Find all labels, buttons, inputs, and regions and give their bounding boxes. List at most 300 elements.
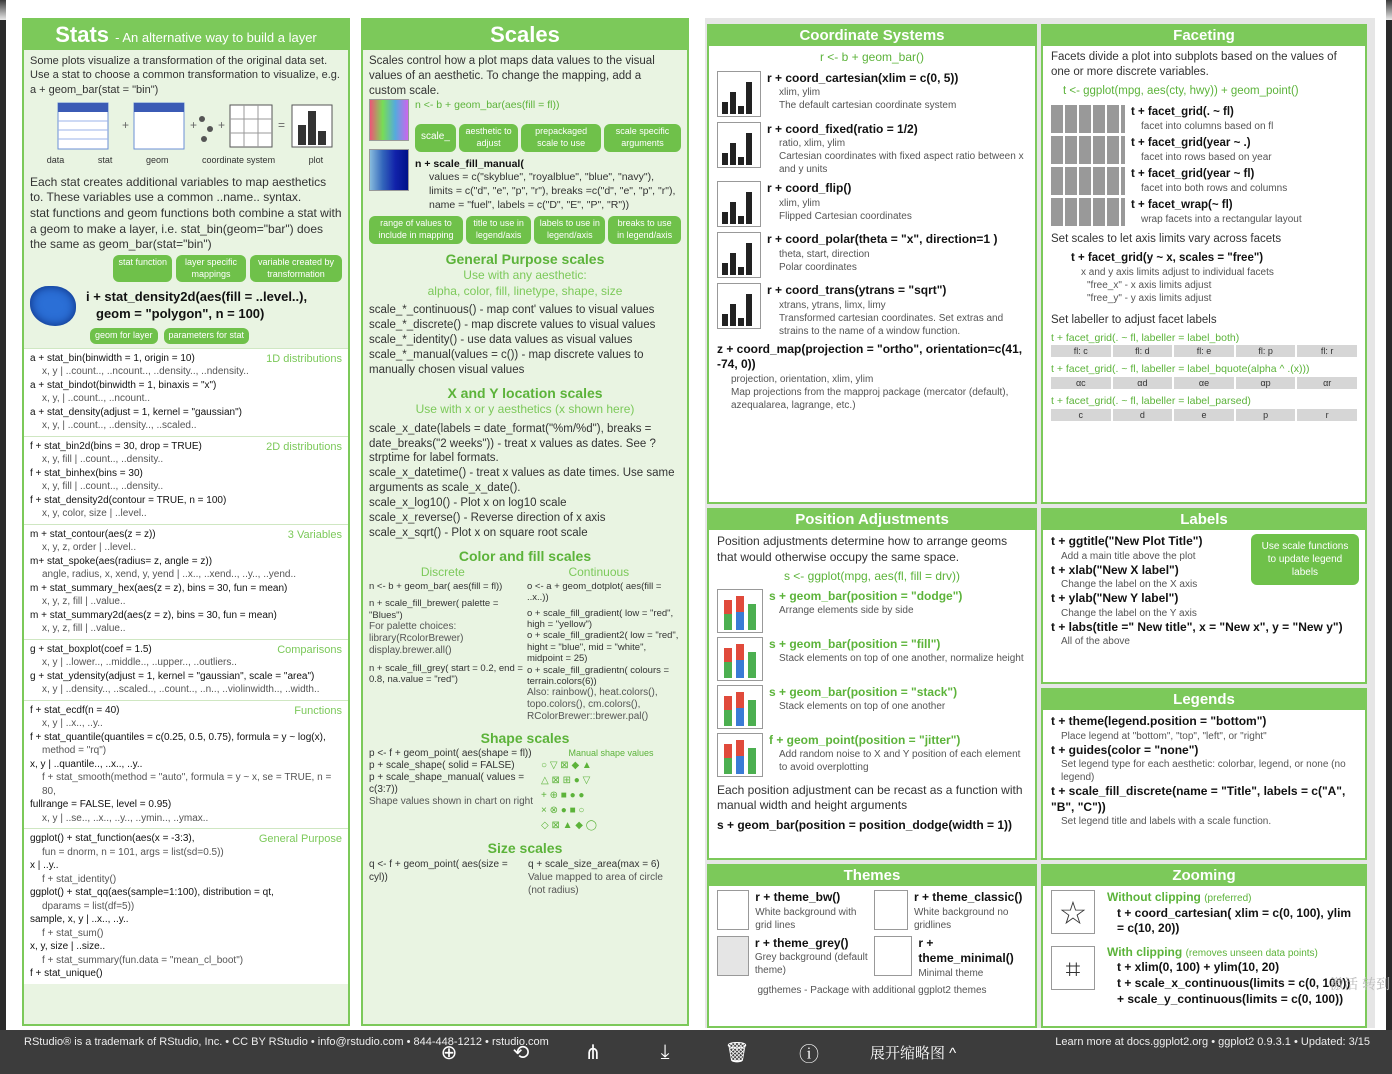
facet-labeller-intro: Set labeller to adjust facet labels (1051, 313, 1217, 326)
stat-line: x, y | ..lower.., ..middle.., ..upper.., ..outliers.. (42, 657, 237, 669)
stat-line: g + stat_ydensity(adjust = 1, kernel = "gaussian", scale = "area") (30, 670, 315, 682)
cf-right-2: o + scale_fill_gradient( low = "red", high = "yellow") (527, 607, 674, 631)
stat-line: x, y, color, size | ..level.. (42, 508, 147, 520)
gp-scales-title: General Purpose scales (445, 250, 605, 267)
stats-para2: stat functions and geom functions both combine a stat with a geom to make a layer, i.e. stat_bin(geom="bar") does the same as geom_bar(stat="bin") (30, 206, 342, 252)
labels-title: Labels (1180, 511, 1228, 528)
position-intro: Position adjustments determine how to arrange geoms that would otherwise occupy the same space. (717, 534, 1008, 564)
cf-continuous-label: Continuous (568, 565, 630, 580)
stat-line: fullrange = FALSE, level = 0.95) (30, 799, 172, 811)
facet-scales-code: t + facet_grid(y ~ x, scales = "free") (1071, 251, 1264, 264)
gp-scales-sub2: alpha, color, fill, linetype, shape, size (427, 283, 623, 298)
expand-thumbnails-button[interactable]: 展开缩略图 ^ (870, 1044, 957, 1062)
stat-line: x, y | ..density.., ..scaled.., ..count.., ..n.., ..violinwidth.., ..width.. (42, 684, 320, 696)
theme-text (918, 936, 1027, 980)
facet-scales-intro: Set scales to let axis limits vary across facets (1051, 232, 1282, 245)
stat-line: x, y, z, fill | ..value.. (42, 596, 126, 608)
stat-line: a + stat_bin(binwidth = 1, origin = 10) (30, 352, 195, 364)
stat-line: f + stat_unique() (30, 968, 103, 980)
rotate-icon[interactable]: ⟲ (512, 1041, 530, 1064)
stat-line: x, y, | ..count.., ..density.., ..scaled.. (42, 420, 197, 432)
svg-text:=: = (278, 117, 286, 132)
position-thumb (717, 589, 763, 633)
theme-text (755, 890, 870, 932)
labels-code: t + ggtitle("New Plot Title") (1051, 534, 1203, 548)
facet-strip: p (1236, 409, 1296, 421)
gp-item-4: scale_*_manual(values = c()) - map discrete values to manually chosen visual values (369, 348, 644, 376)
coord-desc: Transformed cartesian coordinates. Set extras and strains to the name of a window function. (779, 312, 1004, 337)
download-icon[interactable]: ⤓ (660, 1040, 670, 1063)
coord-item (717, 122, 1027, 177)
position-outro: Each position adjustment can be recast as a function with manual width and height arguments (717, 782, 1023, 813)
stat-line: ggplot() + stat_qq(aes(sample=1:100), distribution = qt, (30, 887, 274, 899)
facet-grid-icon (1051, 136, 1125, 164)
legends-items (1051, 714, 1357, 828)
stat-group (24, 348, 348, 436)
theme-item (717, 936, 870, 980)
stats-subtitle: - An alternative way to build a layer (115, 30, 317, 45)
shape-item-2: p + scale_shape( solid = FALSE) (369, 759, 515, 771)
watermark: 激活 转到 (1330, 976, 1390, 992)
stat-line: m + stat_summary_hex(aes(z = z), bins = 30, fun = mean) (30, 582, 288, 594)
stats-intro: Some plots visualize a transformation of the original data set. Use a stat to choose a common transformation to visualize, e.g. a + geom_bar(stat = "bin") (30, 55, 340, 96)
facet-text (1131, 105, 1273, 133)
stat-line: x, y, | ..count.., ..ncount.. (42, 393, 151, 405)
coord-base: r <- b + geom_bar() (819, 50, 925, 64)
coord-text (767, 71, 1027, 117)
coord-text (767, 283, 1027, 338)
theme-text (755, 936, 870, 980)
position-text (769, 589, 1027, 633)
pill-stat-function: stat function (113, 255, 172, 282)
manual-line4: name = "fuel", labels = c("D", "E", "P", "R")) (429, 198, 630, 211)
cf-left-4: n + scale_fill_grey( start = 0.2, end = 0.8, na.value = "red") (369, 663, 523, 686)
facet-strip: r (1297, 409, 1357, 421)
stats-para1: Each stat creates additional variables to map aesthetics to. These variables use a common ..name.. syntax. (30, 174, 327, 205)
shape-scales-title: Shape scales (480, 730, 570, 747)
position-thumb (717, 637, 763, 681)
svg-text:+: + (122, 117, 130, 132)
shape-item-1: p <- f + geom_point( aes(shape = fl)) (369, 747, 532, 759)
facet-strip: fl: e (1174, 345, 1234, 357)
zooming-title: Zooming (1172, 867, 1236, 884)
legends-code: t + guides(color = "none") (1051, 742, 1199, 757)
position-title: Position Adjustments (795, 511, 949, 528)
facet-strip: fl: c (1051, 345, 1111, 357)
zoom-in-icon[interactable]: ⊕ (440, 1041, 458, 1064)
coord-item (717, 181, 1027, 227)
xy-item-4: scale_x_reverse() - Reverse direction of x axis (369, 512, 606, 525)
zoom-without: Without clipping (1107, 890, 1201, 904)
legends-panel (1041, 688, 1367, 860)
pill-prepackaged: prepackaged scale to use (521, 124, 601, 151)
position-code: s + geom_bar(position = "stack") (769, 684, 958, 699)
stat-line: x, y, fill | ..count.., ..density.. (42, 454, 164, 466)
facet-strip: αp (1236, 377, 1296, 389)
cf-right-1: o <- a + geom_dotplot( aes(fill = ..x..)) (527, 580, 662, 604)
theme-desc: Minimal theme (918, 967, 984, 979)
coord-thumb (717, 71, 761, 117)
position-header (709, 510, 1035, 530)
coord-map (717, 342, 1027, 412)
stat-line: f + stat_bin2d(bins = 30, drop = TRUE) (30, 440, 202, 452)
stats-header (24, 20, 348, 50)
facet-code: t + facet_wrap(~ fl) (1131, 198, 1233, 211)
themes-items (717, 890, 1027, 980)
position-items (717, 589, 1027, 777)
position-text (769, 733, 1027, 777)
coord-item (717, 71, 1027, 117)
xy-item-1: scale_x_date(labels = date_format("%m/%d"), breaks = date_breaks("2 weeks")) - treat x values as dates. See ?strptime for label formats. (369, 422, 656, 465)
theme-desc: White background no gridlines (913, 906, 1009, 931)
coord-header (709, 26, 1035, 46)
labels-header (1043, 510, 1365, 530)
stat-line: a + stat_density(adjust = 1, kernel = "gaussian") (30, 406, 242, 418)
position-desc: Add random noise to X and Y position of each element to avoid overplotting (779, 749, 1021, 774)
theme-thumb (874, 936, 912, 976)
cf-discrete-label: Discrete (420, 565, 465, 580)
stat-line: x, y, z, order | ..level.. (42, 542, 137, 554)
theme-code: r + theme_bw() (755, 890, 841, 904)
facet-title: Faceting (1173, 27, 1235, 44)
zoom-with-note: (removes unseen data points) (1185, 947, 1318, 959)
theme-code: r + theme_minimal() (918, 935, 1014, 966)
pill-variable-created: variable created by transformation (250, 255, 342, 282)
stat-line: f + stat_ecdf(n = 40) (30, 704, 120, 716)
scales-title: Scales (490, 22, 560, 47)
position-thumb (717, 685, 763, 729)
coord-desc: The default cartesian coordinate system (779, 100, 957, 112)
facet-scales-desc: x and y axis limits adjust to individual facets (1081, 266, 1274, 278)
delete-icon[interactable]: 🗑 (724, 1041, 750, 1064)
coord-map-code: z + coord_map(projection = "ortho", orientation=c(41, -74, 0)) (717, 341, 1023, 372)
cf-left-1: n <- b + geom_bar( aes(fill = fl)) (369, 580, 503, 592)
facet-strip: αr (1297, 377, 1357, 389)
facet-lab1: t + facet_grid(. ~ fl, labeller = label_both) (1051, 331, 1240, 344)
facet-header (1043, 26, 1365, 46)
labels-code: t + ylab("New Y label") (1051, 591, 1179, 606)
facet-code: t + facet_grid(year ~ .) (1131, 136, 1251, 149)
coord-args: xlim, ylim (779, 87, 821, 99)
density-blob-icon (30, 286, 76, 326)
facet-strip: fl: r (1297, 345, 1357, 357)
facet-free-x: "free_x" - x axis limits adjust (1087, 279, 1212, 291)
position-code: s + geom_bar(position = "fill") (769, 636, 941, 651)
labels-desc: Change the label on the X axis (1061, 579, 1198, 591)
cf-right-5: Also: rainbow(), heat.colors(), topo.colors(), cm.colors(), RColorBrewer::brewer.pal() (527, 687, 658, 723)
coord-code: r + coord_cartesian(xlim = c(0, 5)) (767, 70, 959, 85)
facet-strip: αd (1113, 377, 1173, 389)
cf-scales-title: Color and fill scales (458, 548, 592, 565)
coord-thumb (717, 283, 761, 329)
facet-lab3: t + facet_grid(. ~ fl, labeller = label_parsed) (1051, 394, 1251, 407)
size-item-1: q <- f + geom_point( aes(size = cyl)) (369, 858, 508, 883)
themes-panel (707, 864, 1037, 1028)
facet-text (1131, 198, 1302, 226)
pill-aesthetic: aesthetic to adjust (459, 124, 518, 151)
xy-scales-sub: Use with x or y aesthetics (x shown here) (415, 402, 635, 417)
theme-item (717, 890, 870, 932)
themes-footer: ggthemes - Package with additional ggplot2 themes (757, 984, 987, 996)
stat-line: f + stat_smooth(method = "auto", formula = y ~ x, se = TRUE, n = 80, (42, 772, 332, 797)
coord-thumb (717, 232, 761, 278)
diagram-label-geom: geom (145, 154, 169, 165)
labels-callout: Use scale functions to update legend labels (1251, 534, 1359, 585)
xy-item-2: scale_x_datetime() - treat x values as date times. Use same arguments as scale_x_date(). (369, 467, 675, 495)
legends-desc: Set legend title and labels with a scale function. (1061, 816, 1272, 828)
stats-title: Stats (55, 22, 110, 47)
pill-scale: scale_ (415, 124, 456, 151)
pill-parameters: parameters for stat (164, 328, 250, 344)
coord-item (717, 283, 1027, 338)
coord-args: theta, start, direction (779, 248, 870, 260)
facet-strip: fl: p (1236, 345, 1296, 357)
coord-text (767, 181, 1027, 227)
info-icon[interactable]: ⓘ (799, 1043, 819, 1066)
gp-scales-sub: Use with any aesthetic: (463, 267, 587, 282)
size-scales-title: Size scales (487, 840, 563, 857)
stat-line: x, y | ..quantile.., ..x.., ..y.. (30, 758, 143, 770)
lab2-strips (1051, 377, 1357, 389)
facet-strip: fl: d (1113, 345, 1173, 357)
stat-line: g + stat_boxplot(coef = 1.5) (30, 643, 152, 655)
stat-line: f + stat_quantile(quantiles = c(0.25, 0.5, 0.75), formula = y ~ log(x), (30, 731, 326, 743)
zooming-panel (1041, 864, 1367, 1028)
coord-desc: Polar coordinates (779, 261, 857, 273)
zoom-without-note: (preferred) (1204, 893, 1252, 904)
facet-grid-icon (1051, 198, 1125, 226)
coord-items (717, 71, 1027, 338)
stat-line: f + stat_identity() (42, 873, 117, 885)
shape-grid: ○ ▽ ⊠ ◆ ▲ △ ⊠ ⊞ ● ▽ + ⊕ ■ ● ● × ⊗ ● ■ ○ ◇ ⊠ ▲ ◆ ◯ (541, 760, 597, 832)
coord-title: Coordinate Systems (799, 27, 945, 44)
stat-line: fun = dnorm, n = 101, args = list(sd=0.5)) (42, 846, 224, 858)
facet-item (1051, 198, 1357, 226)
coord-args: xlim, ylim (779, 197, 821, 209)
zoom-with-code1: t + xlim(0, 100) + ylim(10, 20) (1117, 960, 1280, 975)
facet-text (1131, 136, 1272, 164)
coord-thumb (717, 122, 761, 168)
xy-item-5: scale_x_sqrt() - Plot x on square root scale (369, 527, 588, 540)
legends-desc: Place legend at "bottom", "top", "left", or "right" (1061, 730, 1267, 742)
facet-item (1051, 136, 1357, 164)
theme-text (914, 890, 1027, 932)
facet-text (1131, 167, 1287, 195)
facet-free-y: "free_y" - y axis limits adjust (1087, 292, 1212, 304)
position-code: f + geom_point(position = "jitter") (769, 732, 961, 747)
labels-desc: All of the above (1061, 636, 1130, 648)
stat-group-category: Comparisons (277, 643, 342, 656)
facet-desc: facet into columns based on fl (1141, 120, 1274, 132)
cf-right-4: o + scale_fill_gradientn( colours = terrain.colors(6)) (527, 664, 670, 688)
themes-title: Themes (843, 867, 901, 884)
zoom-with-code2: t + scale_x_continuous(limits = c(0, 100)) + scale_y_continuous(limits = c(0, 100)) (1117, 975, 1351, 1006)
xy-scales-title: X and Y location scales (447, 384, 603, 401)
star-plot-icon: ☆ (1051, 890, 1095, 934)
stat-line: f + stat_binhex(bins = 30) (30, 467, 143, 479)
stat-line: sample, x, y | ..x.., ..y.. (30, 914, 129, 926)
position-code: s + geom_bar(position = "dodge") (769, 588, 963, 603)
scales-code1: n <- b + geom_bar(aes(fill = fl)) (415, 98, 560, 111)
stat-line: f + stat_density2d(contour = TRUE, n = 100) (30, 494, 227, 506)
stat-line: f + stat_summary(fun.data = "mean_cl_boot") (42, 954, 244, 966)
viewer-toolbar (420, 1030, 956, 1074)
coord-panel (707, 24, 1037, 504)
xy-item-3: scale_x_log10() - Plot x on log10 scale (369, 497, 567, 510)
stat-group (24, 700, 348, 829)
manual-line1: n + scale_fill_manual( (415, 157, 524, 170)
legends-header (1043, 690, 1365, 710)
viewer-footer (0, 1030, 1392, 1074)
facet-desc: facet into both rows and columns (1141, 182, 1288, 194)
facet-strip: d (1113, 409, 1173, 421)
scales-intro: Scales control how a plot maps data values to the visual values of an aesthetic. To change the mapping, add a custom scale. (369, 55, 655, 97)
pill-labels: labels to use in legend/axis (534, 216, 605, 243)
footer-learn: Learn more at docs.ggplot2.org • ggplot2 0.9.3.1 • Updated: 3/15 (1055, 1036, 1370, 1048)
coord-desc: Flipped Cartesian coordinates (779, 210, 912, 222)
coord-map-desc: Map projections from the mapproj package (mercator (default), azequalarea, lagrange, etc.) (731, 386, 1009, 411)
stat-group (24, 639, 348, 700)
size-item-2: q + scale_size_area(max = 6) (528, 858, 660, 870)
position-desc: Arrange elements side by side (779, 605, 914, 617)
clipped-plot-icon: ⌗ (1051, 946, 1095, 990)
zooming-header (1043, 866, 1365, 886)
scale-thumb-2 (369, 149, 409, 191)
zoom-without-code: t + coord_cartesian( xlim = c(0, 100), ylim = c(10, 20)) (1117, 905, 1352, 936)
position-outro-code: s + geom_bar(position = position_dodge(width = 1)) (717, 817, 1013, 832)
stat-line: m+ stat_spoke(aes(radius= z, angle = z)) (30, 555, 213, 567)
theme-thumb (717, 936, 749, 976)
coord-text (767, 122, 1027, 177)
facet-strip: c (1051, 409, 1111, 421)
cf-left-2: n + scale_fill_brewer( palette = "Blues") (369, 598, 499, 621)
position-desc: Stack elements on top of one another, normalize height (779, 653, 1024, 665)
manual-line3: limits = c("d", "e", "p", "r"), breaks =c("d", "e", "p", "r"), (429, 185, 676, 198)
legends-code: t + theme(legend.position = "bottom") (1051, 714, 1267, 728)
stat-groups (24, 348, 348, 984)
facet-grid-icon (1051, 167, 1125, 195)
stat-line: x | ..y.. (30, 860, 59, 872)
pill-title: title to use in legend/axis (466, 216, 531, 243)
coord-args: ratio, xlim, ylim (779, 138, 846, 150)
coord-code: r + coord_fixed(ratio = 1/2) (767, 121, 918, 136)
stat-line: x, y, size | ..size.. (30, 941, 106, 953)
stat-group (24, 828, 348, 984)
facet-code: t + facet_grid(. ~ fl) (1131, 105, 1234, 118)
facet-strip: αc (1051, 377, 1111, 389)
coord-code: r + coord_trans(ytrans = "sqrt") (767, 283, 947, 298)
facet-base: t <- ggplot(mpg, aes(cty, hwy)) + geom_point() (1063, 84, 1299, 97)
legends-code: t + scale_fill_discrete(name = "Title", labels = c("A", "B", "C")) (1051, 784, 1346, 814)
stat-line: m + stat_summary2d(aes(z = z), bins = 30, fun = mean) (30, 609, 277, 621)
position-item (717, 733, 1027, 777)
labels-desc: Add a main title above the plot (1061, 550, 1196, 562)
stat-group (24, 524, 348, 639)
stat-line: x, y, z, fill | ..value.. (42, 623, 126, 635)
stats-example-line1: i + stat_density2d(aes(fill = ..level..), (86, 289, 308, 305)
scales-header (363, 20, 687, 50)
facet-code: t + facet_grid(year ~ fl) (1131, 167, 1255, 180)
pill-breaks: breaks to use in legend/axis (608, 216, 681, 243)
pill-layer-mappings: layer specific mappings (176, 255, 246, 282)
coord-map-args: projection, orientation, xlim, ylim (731, 373, 874, 385)
legends-desc: Set legend type for each aesthetic: colorbar, legend, or none (no legend) (1061, 759, 1346, 784)
cheatsheet-image (6, 0, 1386, 1030)
shape-item-3: p + scale_shape_manual( values = c(3:7)) (369, 771, 525, 795)
theme-code: r + theme_grey() (754, 935, 849, 950)
gp-item-2: scale_*_discrete() - map discrete values to visual values (369, 319, 656, 332)
stat-group-category: 2D distributions (266, 440, 342, 453)
pill-scale-args: scale specific arguments (604, 124, 681, 151)
labels-panel (1041, 508, 1367, 684)
position-base: s <- ggplot(mpg, aes(fl, fill = drv)) (783, 569, 961, 584)
facet-item (1051, 105, 1357, 133)
position-item (717, 685, 1027, 729)
labels-desc: Change the label on the Y axis (1061, 607, 1197, 619)
stats-example-line2: geom = "polygon", n = 100) (96, 306, 265, 322)
pill-geom-layer: geom for layer (90, 328, 158, 344)
coord-code: r + coord_polar(theta = "x", direction=1 ) (767, 232, 998, 247)
coord-text (767, 232, 1027, 278)
scales-column (361, 18, 689, 1026)
coord-item (717, 232, 1027, 278)
gp-item-1: scale_*_continuous() - map cont' values to visual values (369, 304, 655, 317)
theme-item (874, 936, 1027, 980)
cf-right-3: o + scale_fill_gradient2( low = "red", hight = "blue", mid = "white", midpoint = 25) (527, 630, 679, 665)
share-icon[interactable]: ⋔ (584, 1041, 602, 1064)
diagram-label-plot: plot (308, 154, 324, 165)
facet-item (1051, 167, 1357, 195)
stats-diagram (30, 99, 342, 173)
footer-legal: RStudio® is a trademark of RStudio, Inc. • CC BY RStudio • info@rstudio.com • 844-448-1212 • rstudio.com (24, 1036, 549, 1048)
stat-line: m + stat_contour(aes(z = z)) (30, 528, 156, 540)
facet-grid-icon (1051, 105, 1125, 133)
labels-code: t + xlab("New X label") (1051, 562, 1179, 577)
theme-item (874, 890, 1027, 932)
stat-group-category: General Purpose (258, 833, 342, 846)
facet-desc: wrap facets into a rectangular layout (1141, 213, 1302, 225)
coord-desc: Cartesian coordinates with fixed aspect ratio between x and y units (779, 151, 1024, 176)
zoom-with: With clipping (1107, 944, 1183, 959)
position-item (717, 589, 1027, 633)
legends-title: Legends (1173, 691, 1235, 708)
theme-code: r + theme_classic() (913, 890, 1023, 904)
position-text (769, 685, 1027, 729)
gp-item-3: scale_*_identity() - use data values as visual values (369, 334, 633, 347)
facet-strip: e (1174, 409, 1234, 421)
facet-strip: αe (1174, 377, 1234, 389)
theme-thumb (717, 890, 749, 930)
lab3-strips (1051, 409, 1357, 421)
cf-left-3: For palette choices: library(RcolorBrewer) display.brewer.all() (369, 621, 464, 657)
stat-line: x, y | ..count.., ..ncount.., ..density.., ..ndensity.. (42, 366, 249, 378)
diagram-label-coord: coordinate system (202, 154, 276, 165)
stat-line: method = "rq") (42, 745, 107, 757)
stat-group (24, 436, 348, 524)
facet-intro: Facets divide a plot into subplots based on the values of one or more discrete variables. (1051, 51, 1337, 78)
lab1-strips (1051, 345, 1357, 357)
shape-manual-label: Manual shape values (568, 747, 654, 758)
shape-item-4: Shape values shown in chart on right (369, 795, 533, 807)
facet-lab2: t + facet_grid(. ~ fl, labeller = label_bquote(alpha ^ .(x))) (1051, 363, 1310, 376)
stat-line: x, y, fill | ..count.., ..density.. (42, 481, 164, 493)
svg-text:+: + (190, 117, 198, 132)
pill-range: range of values to include in mapping (369, 216, 463, 243)
stat-line: angle, radius, x, xend, y, yend | ..x.., ..xend.., ..y.., ..yend.. (42, 569, 297, 581)
coord-code: r + coord_flip() (767, 181, 852, 196)
stat-group-category: 3 Variables (287, 528, 342, 541)
position-thumb (717, 733, 763, 777)
